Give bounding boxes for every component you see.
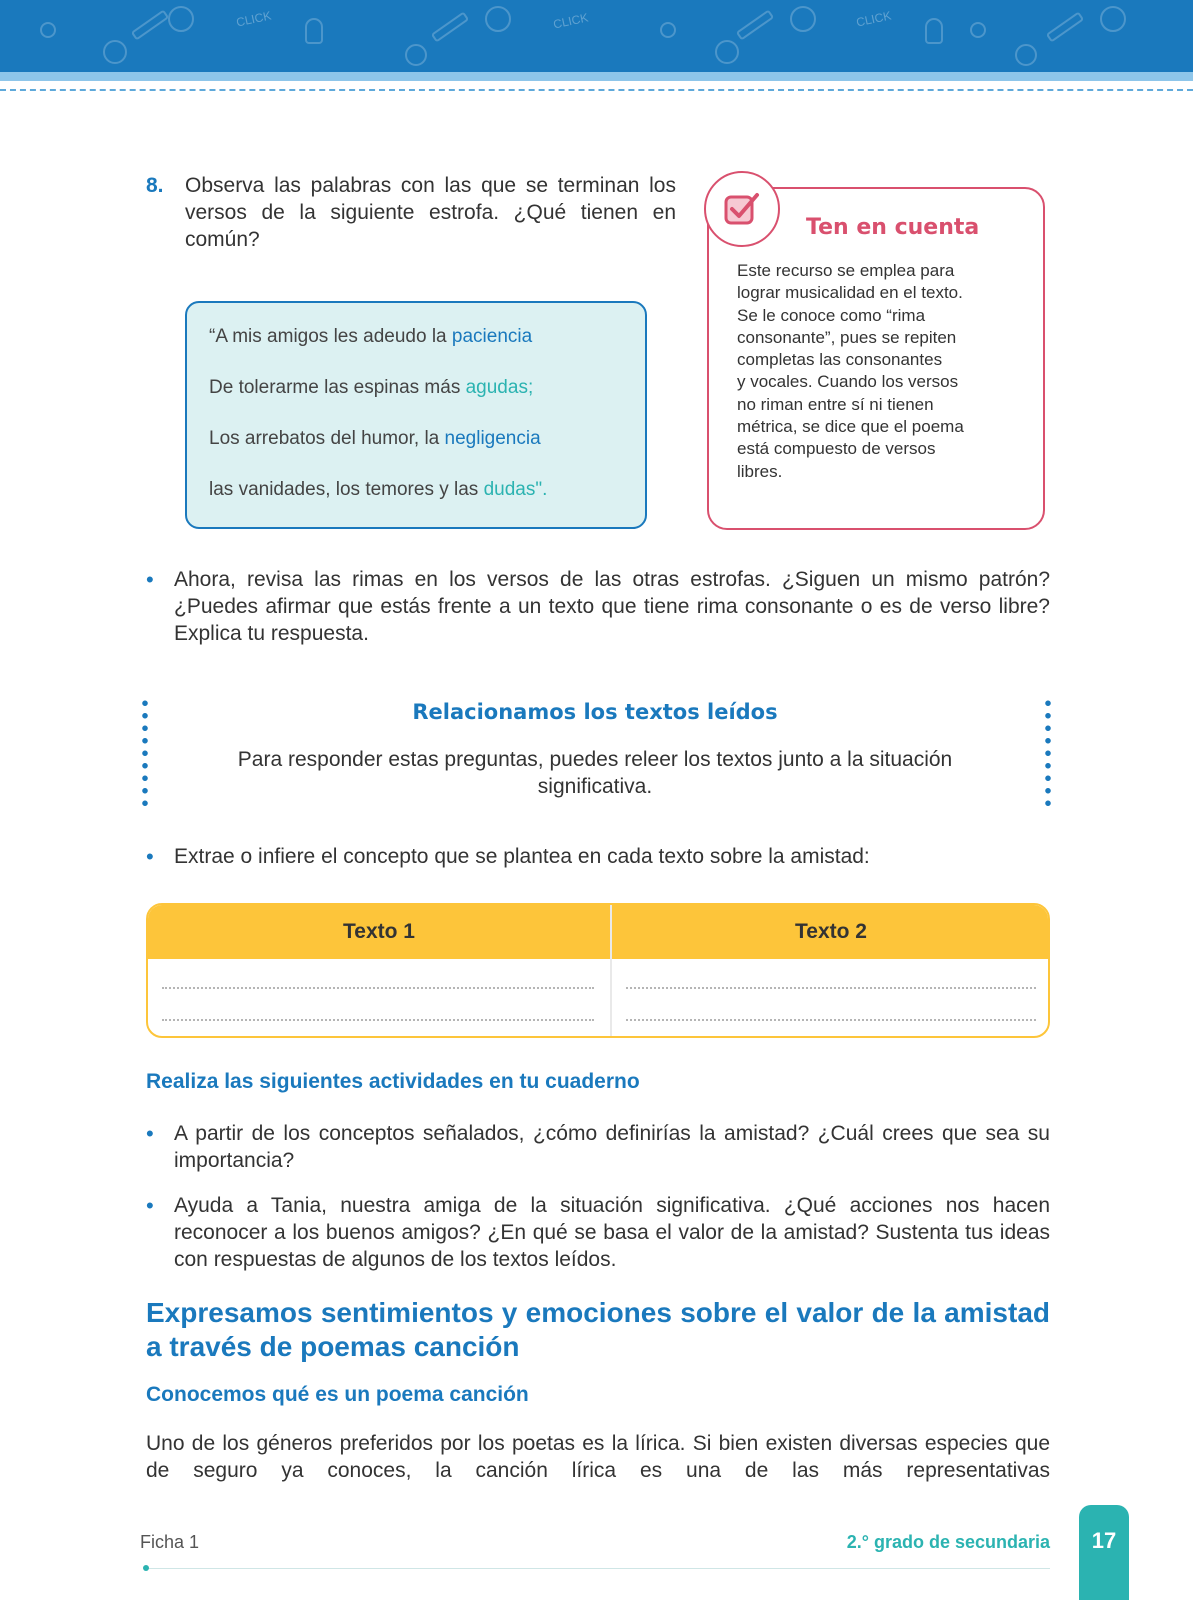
person-doodle-icon: [40, 22, 56, 38]
footer-ficha: Ficha 1: [140, 1532, 200, 1552]
gear-doodle-icon: [790, 6, 816, 32]
bullet-text: Extrae o infiere el concepto que se plantea en cada texto sobre la amistad:: [174, 845, 870, 868]
pencil-doodle-icon: [1046, 11, 1085, 42]
dotted-border-left: [142, 697, 148, 809]
bullet-dot-icon: •: [146, 567, 154, 592]
table-header-texto-1: Texto 1: [343, 920, 415, 943]
person-doodle-icon: [970, 22, 986, 38]
bullet-text: Ahora, revisa las rimas en los versos de las otras estrofas. ¿Siguen un mismo patrón? ¿Puedes afirmar que estás frente a un texto que tiene rima consonante o es de verso libre? Explica tu respuesta.: [174, 568, 1050, 645]
pencil-doodle-icon: [131, 9, 170, 40]
header-dashed-divider: [0, 89, 1193, 91]
stanza-line: [209, 478, 645, 529]
rhyme-word: dudas".: [483, 479, 548, 500]
tip-title: Ten en cuenta: [806, 215, 980, 240]
answer-line-text-2[interactable]: [626, 987, 1036, 989]
smiley-doodle-icon: [715, 40, 739, 64]
bullet-rimas: [146, 566, 1050, 647]
section-subtitle: Conocemos qué es un poema canción: [146, 1383, 529, 1406]
verse-text: las vanidades, los temores y las: [209, 479, 484, 500]
bulb-doodle-icon: [305, 18, 323, 44]
table-column-divider: [610, 905, 612, 1036]
tip-line: completas las consonantes: [737, 350, 943, 370]
pencil-doodle-icon: [431, 11, 470, 42]
tip-line: está compuesto de versos: [737, 439, 936, 459]
gear-doodle-icon: [485, 6, 511, 32]
footer-dot: [143, 1565, 149, 1571]
bullet-text: A partir de los conceptos señalados, ¿cómo definirías la amistad? ¿Cuál crees que sea su importancia?: [174, 1122, 1050, 1172]
rhyme-word: paciencia: [451, 326, 533, 347]
tip-line: y vocales. Cuando los versos: [737, 372, 959, 392]
gear-doodle-icon: [1100, 6, 1126, 32]
tip-line: Se le conoce como “rima: [737, 305, 926, 325]
actividad-item: [146, 1120, 1050, 1174]
tip-badge: [704, 171, 780, 247]
stanza-line: [209, 376, 645, 427]
click-doodle-text: CLICK: [234, 8, 273, 30]
verse-text: De tolerarme las espinas más: [209, 377, 466, 398]
footer-divider: [146, 1568, 1050, 1569]
click-doodle-text: CLICK: [551, 10, 590, 32]
relacionamos-body: Para responder estas preguntas, puedes releer los textos junto a la situación significativa.: [237, 748, 953, 798]
tip-line: Este recurso se emplea para: [737, 261, 955, 280]
click-doodle-text: CLICK: [854, 8, 893, 30]
tip-line: métrica, se dice que el poema: [737, 417, 964, 437]
stanza-box: [185, 301, 647, 529]
checkbox-icon: [722, 189, 762, 229]
bullet-concepto: [146, 843, 1050, 870]
bullet-dot-icon: •: [146, 1193, 154, 1218]
answer-line-text-1[interactable]: [162, 1019, 594, 1021]
tip-line: consonante”, pues se repiten: [737, 327, 957, 347]
stanza-line: [209, 427, 645, 478]
relacionamos-title: Relacionamos los textos leídos: [412, 700, 778, 724]
concept-table: [146, 903, 1050, 1038]
exercise-number: 8.: [146, 174, 164, 197]
answer-line-text-2[interactable]: [626, 1019, 1036, 1021]
bullet-dot-icon: •: [146, 1121, 154, 1146]
tip-line: no riman entre sí ni tienen: [737, 394, 934, 414]
smiley-doodle-icon: [405, 44, 427, 66]
tip-line: libres.: [737, 461, 783, 481]
stanza-line: [209, 325, 645, 376]
person-doodle-icon: [660, 22, 676, 38]
bullet-text: Ayuda a Tania, nuestra amiga de la situación significativa. ¿Qué acciones nos hacen reconocer a los buenos amigos? ¿En qué se basa el valor de la amistad? Sustenta tus ideas con respuestas de algunos de los textos leídos.: [174, 1194, 1050, 1271]
dotted-border-right: [1045, 697, 1051, 809]
actividad-item: [146, 1192, 1050, 1273]
exercise-8-question: [146, 172, 676, 253]
tip-body: [737, 260, 1027, 483]
rhyme-word: agudas;: [465, 377, 534, 398]
smiley-doodle-icon: [103, 40, 127, 64]
pencil-doodle-icon: [736, 9, 775, 40]
exercise-question-text: Observa las palabras con las que se terminan los versos de la siguiente estrofa. ¿Qué tienen en común?: [185, 174, 676, 251]
header-banner: [0, 0, 1193, 72]
footer-grade: 2.° grado de secundaria: [846, 1532, 1050, 1552]
section-paragraph: Uno de los géneros preferidos por los poetas es la lírica. Si bien existen diversas especies que de seguro ya conoces, la canción lírica es una de las más representativas: [146, 1432, 1050, 1482]
rhyme-word: negligencia: [444, 428, 541, 449]
smiley-doodle-icon: [1015, 44, 1037, 66]
bullet-dot-icon: •: [146, 844, 154, 869]
bulb-doodle-icon: [925, 18, 943, 44]
verse-text: “A mis amigos les adeudo la: [209, 326, 452, 347]
answer-line-text-1[interactable]: [162, 987, 594, 989]
section-title: Expresamos sentimientos y emociones sobre el valor de la amistad a través de poemas canción: [146, 1297, 1050, 1362]
header-strip: [0, 72, 1193, 81]
gear-doodle-icon: [168, 6, 194, 32]
table-header-texto-2: Texto 2: [795, 920, 867, 943]
actividades-title: Realiza las siguientes actividades en tu cuaderno: [146, 1070, 640, 1093]
tip-line: lograr musicalidad en el texto.: [737, 283, 963, 303]
verse-text: Los arrebatos del humor, la: [209, 428, 445, 449]
page-number: 17: [1091, 1528, 1117, 1553]
